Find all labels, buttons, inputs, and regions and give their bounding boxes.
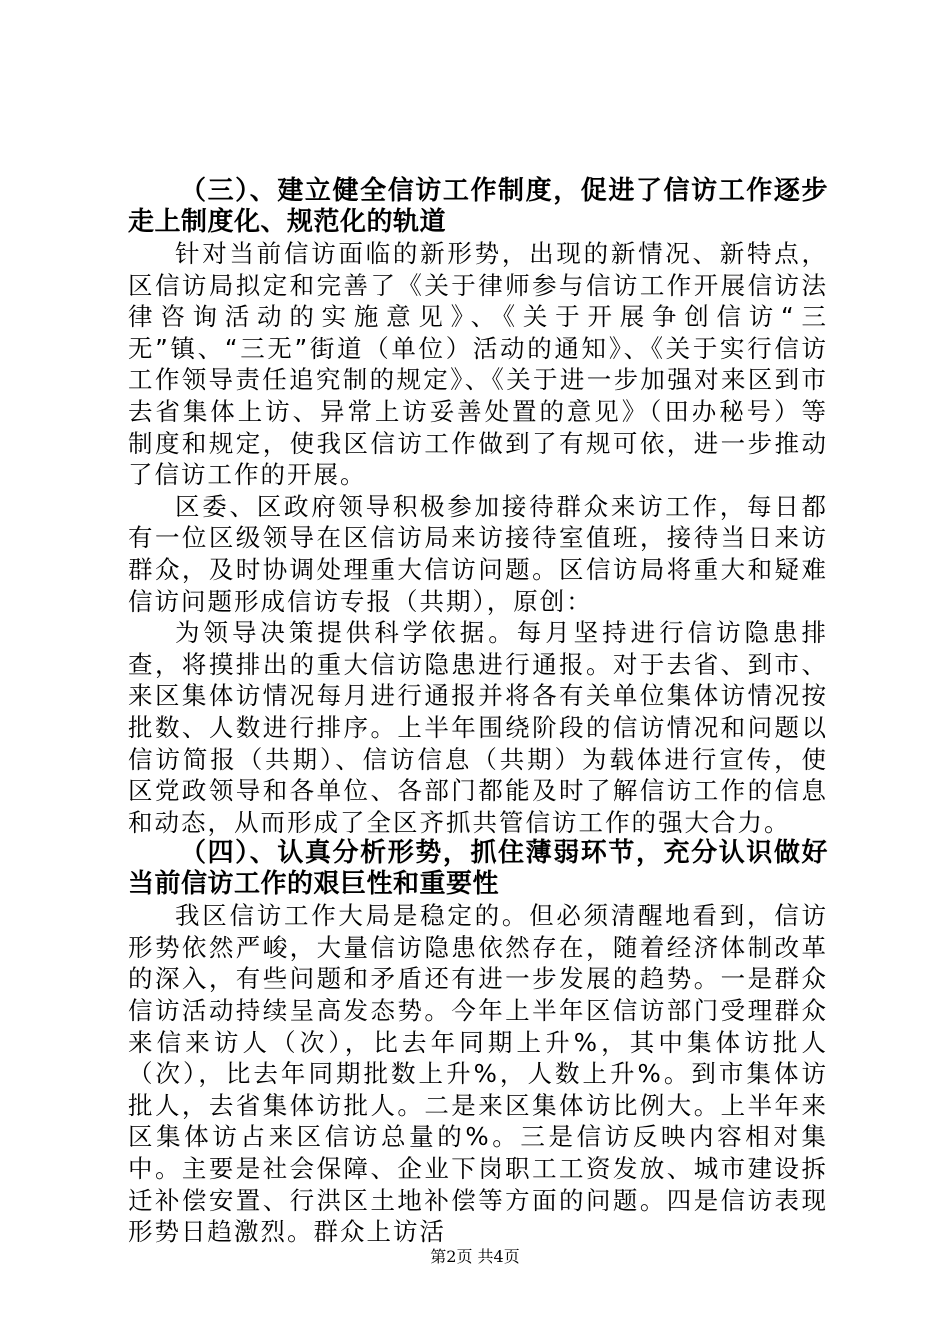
- section-heading-4: （四）、认真分析形势，抓住薄弱环节，充分认识做好当前信访工作的艰巨性和重要性: [128, 838, 828, 900]
- paragraph: 区委、区政府领导积极参加接待群众来访工作，每日都有一位区级领导在区信访局来访接待室值班，接待当日来访群众，及时协调处理重大信访问题。区信访局将重大和疑难信访问题形成信访专报（共期），原创：: [128, 491, 828, 616]
- paragraph: 我区信访工作大局是稳定的。但必须清醒地看到，信访形势依然严峻，大量信访隐患依然存在，随着经济体制改革的深入，有些问题和矛盾还有进一步发展的趋势。一是群众信访活动持续呈高发态势。今年上半年区信访部门受理群众来信来访人（次），比去年同期上升%，其中集体访批人（次），比去年同期批数上升%，人数上升%。到市集体访批人，去省集体访批人。二是来区集体访比例大。上半年来区集体访占来区信访总量的%。三是信访反映内容相对集中。主要是社会保障、企业下岗职工工资发放、城市建设拆迁补偿安置、行洪区土地补偿等方面的问题。四是信访表现形势日趋激烈。群众上访活: [128, 901, 828, 1247]
- document-body: [128, 176, 828, 1248]
- page-number-footer: 第2页 共4页: [430, 1247, 520, 1266]
- section-heading-3: （三）、建立健全信访工作制度，促进了信访工作逐步走上制度化、规范化的轨道: [128, 176, 828, 237]
- paragraph: 为领导决策提供科学依据。每月坚持进行信访隐患排查，将摸排出的重大信访隐患进行通报。对于去省、到市、来区集体访情况每月进行通报并将各有关单位集体访情况按批数、人数进行排序。上半年围绕阶段的信访情况和问题以信访简报（共期）、信访信息（共期）为载体进行宣传，使区党政领导和各单位、各部门都能及时了解信访工作的信息和动态，从而形成了全区齐抓共管信访工作的强大合力。: [128, 618, 828, 837]
- paragraph: 针对当前信访面临的新形势，出现的新情况、新特点，区信访局拟定和完善了《关于律师参与信访工作开展信访法律咨询活动的实施意见》、《关于开展争创信访“三无”镇、“三无”街道（单位）活动的通知》、《关于实行信访工作领导责任追究制的规定》、《关于进一步加强对来区到市去省集体上访、异常上访妥善处置的意见》（田办秘号）等制度和规定，使我区信访工作做到了有规可依，进一步推动了信访工作的开展。: [128, 239, 828, 490]
